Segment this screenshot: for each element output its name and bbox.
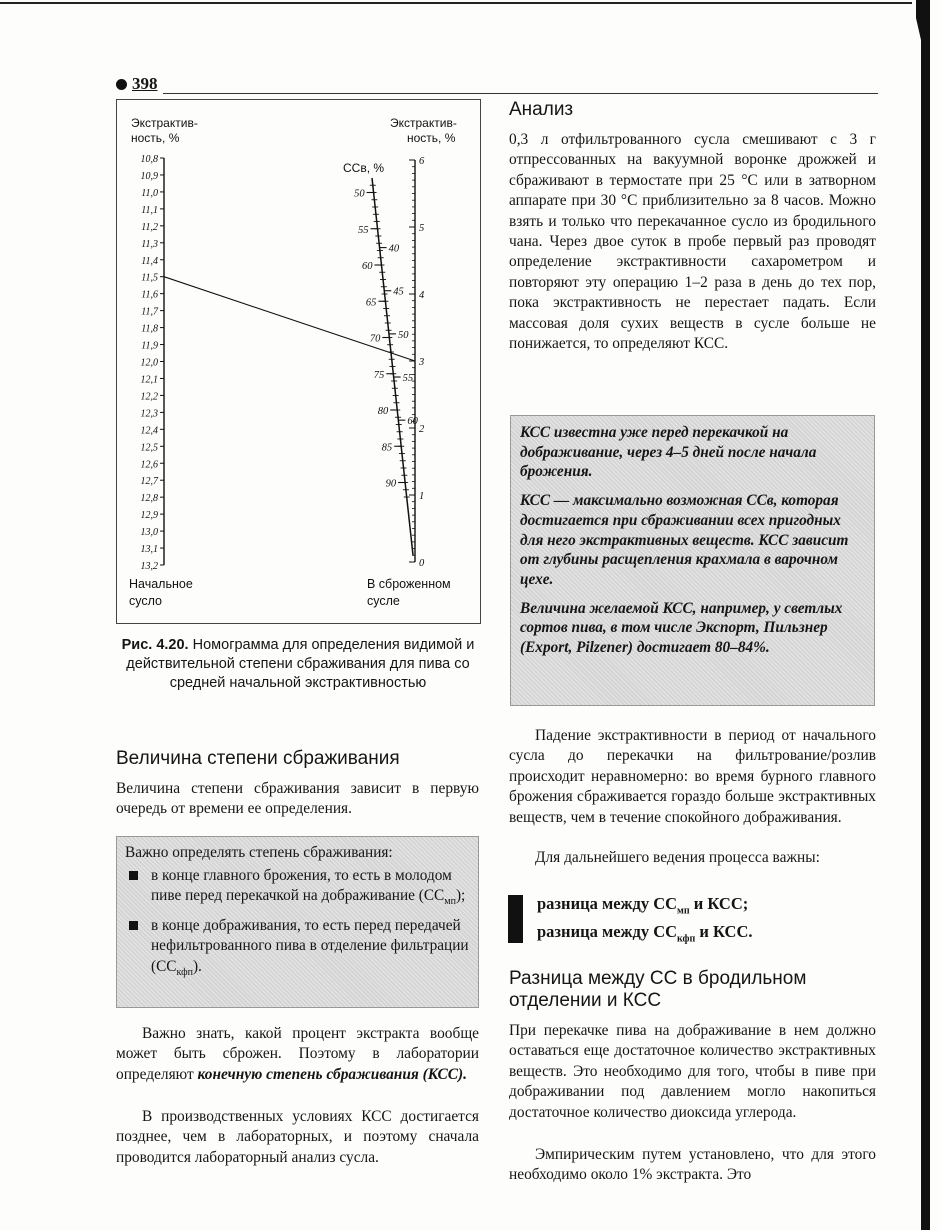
list-item: разница между $СС_{мп}$ и КСС; (537, 894, 749, 917)
middle-axis-tick-label: 60 (361, 261, 373, 272)
left-axis-tick-label: 12,7 (140, 476, 158, 488)
left-axis-tick-label: 11,2 (141, 221, 158, 233)
right-axis-tick-label: 2 (419, 424, 425, 435)
right-axis-tick-label: 0 (419, 558, 425, 569)
paragraph-extract-drop: Падение экстрактивности в период от начального сусла до перекачки на фильтрование/розлив происходит неравномерно: во время бурного главного брожения сбраживается гораздо больше экстрактивных веществ, чем в течение спокойного дображивания. (509, 727, 876, 826)
kss-box-paragraph-1: КСС известна уже перед перекачкой на дображивание, через 4–5 дней после начала брожения. (520, 424, 817, 481)
left-axis-tick-label: 12,1 (140, 374, 158, 386)
right-axis-tick-label: 1 (419, 491, 425, 502)
nomogram-svg (117, 100, 480, 623)
paragraph-important-for-process: Для дальнейшего ведения процесса важны: (535, 849, 820, 866)
right-axis-tick-label: 4 (419, 290, 425, 301)
left-axis-tick-label: 11,1 (141, 204, 158, 216)
paragraph-final-degree: Важно знать, какой процент экстракта вообще может быть сброжен. Поэтому в лаборатории определяют конечную степень сбраживания (КСС). (116, 1025, 479, 1083)
figure-caption (118, 636, 478, 693)
left-axis-tick-label: 11,0 (141, 187, 158, 199)
left-axis-tick-label: 12,3 (140, 408, 158, 420)
left-axis-tick-label: 13,1 (140, 544, 158, 556)
right-axis-bottom-label-2: сусле (367, 594, 400, 608)
left-axis-tick-label: 13,2 (140, 561, 158, 572)
left-axis-tick-label: 11,8 (141, 323, 158, 335)
left-axis-tick-label: 12,8 (140, 493, 158, 505)
middle-axis-tick-label: 50 (354, 188, 365, 200)
middle-axis-right-tick-label: 55 (402, 373, 414, 385)
left-axis-tick-label: 12,6 (140, 459, 158, 471)
left-axis-tick-label: 11,6 (141, 289, 158, 301)
paragraph-production-conditions: В производственных условиях КСС достигается позднее, чем в лабораторных, и поэтому сначала проводится лабораторный анализ сусла. (116, 1108, 479, 1166)
list-item: в конце главного брожения, то есть в молодом пиве перед перекачкой на дображивание $(СС_{мп})$; (125, 866, 470, 913)
caption-label: Рис. 4.20. (121, 637, 189, 653)
left-axis-tick-label: 13,0 (140, 527, 158, 539)
list-item: в конце дображивания, то есть перед передачей нефильтрованного пива в отделение фильтрации $(СС_{кфп})$. (125, 916, 470, 984)
important-list (125, 866, 470, 984)
left-axis-tick-label: 12,4 (140, 425, 158, 437)
paragraph-degree-depends: Величина степени сбраживания зависит в первую очередь от времени ее определения. (116, 780, 479, 818)
middle-axis-right-tick-label: 60 (407, 416, 418, 428)
left-axis-tick-label: 10,8 (140, 154, 158, 165)
left-axis-tick-label: 12,2 (140, 391, 158, 403)
list-item: разница между $СС_{кфп}$ и КСС. (537, 922, 753, 945)
paragraph-analysis: 0,3 л отфильтрованного сусла смешивают с 3 г отпрессованных на вакуумной воронке дрожжей и сбраживают в термостате при 25 °C или в затворном аппарате при 30 °C приблизительно за 8 часов. Можно взять и только что перекачанное сусло из бродильного чана. Через двое суток в пробе первый раз проводят определение экстрактивности сахарометром и повторяют эту операцию 1–2 раза в день до тех пор, пока экстрактивность не перестает падать. Если массовая доля сухих веществ в сусле больше не понижается, то определяют КСС. (509, 131, 876, 353)
caption-text: Номограмма для определения видимой и действительной степени сбраживания для пива со средней начальной экстрактивностью (126, 637, 475, 691)
right-axis-tick-label: 5 (419, 223, 425, 234)
left-axis-tick-label: 11,4 (141, 255, 158, 267)
middle-axis-tick-label: 65 (365, 297, 377, 309)
right-axis-tick-label: 6 (419, 156, 425, 167)
page-edge-shadow (916, 0, 930, 1230)
right-axis-title-2: ность, % (407, 131, 456, 145)
left-axis-title-2: ность, % (131, 131, 180, 145)
list-marker-bar (508, 895, 523, 943)
left-axis-tick-label: 10,9 (140, 170, 158, 182)
left-axis-tick-label: 12,5 (140, 442, 158, 454)
kss-info-box (510, 415, 875, 706)
left-axis-bottom-label-2: сусло (129, 594, 162, 608)
middle-axis-right-tick-label: 50 (397, 329, 409, 341)
right-axis-tick-label: 3 (419, 357, 425, 368)
section-heading-difference: Разница между СС в бродильном отделении и КСС (509, 968, 807, 1011)
left-axis-tick-label: 11,5 (141, 272, 158, 284)
page-number: 398 (116, 74, 158, 94)
example-reading-line (164, 277, 415, 361)
middle-axis-tick-label: 75 (373, 369, 385, 381)
middle-axis-tick-label: 90 (385, 478, 397, 490)
important-box (116, 836, 479, 1008)
left-axis-tick-label: 11,9 (141, 340, 158, 352)
section-heading-fermentation-degree: Величина степени сбраживания (116, 748, 400, 769)
left-axis-bottom-label: Начальное (129, 577, 193, 591)
paragraph-empirical: Эмпирическим путем установлено, что для этого необходимо около 1% экстракта. Это (509, 1146, 876, 1184)
middle-axis-tick-label: 70 (369, 333, 381, 345)
square-bullet-icon (129, 871, 138, 880)
left-axis-tick-label: 11,3 (141, 238, 158, 250)
page-marker-icon (116, 79, 127, 90)
left-axis-tick-label: 12,0 (140, 357, 158, 369)
left-axis-tick-label: 12,9 (140, 510, 158, 522)
important-box-title: Важно определять степень сбраживания: (125, 844, 393, 861)
kss-box-paragraph-2: КСС — максимально возможная СCв, которая достигается при сбраживании всех пригодных для него экстрактивных веществ. КСС зависит от глубины расщепления крахмала в варочном цехе. (520, 492, 849, 588)
middle-axis-right-tick-label: 40 (388, 243, 400, 255)
middle-axis-tick-label: 85 (381, 442, 393, 454)
kss-box-paragraph-3: Величина желаемой КСС, например, у светлых сортов пива, в том числе Экспорт, Пильзнер (Export, Pilzener) достигает 80–84%. (520, 599, 843, 657)
nomogram-figure (116, 99, 481, 624)
top-border-line (0, 2, 912, 4)
right-axis-title: Экстрактив- (390, 116, 457, 130)
square-bullet-icon (129, 921, 138, 930)
paragraph-transfer: При перекачке пива на дображивание в нем должно оставаться еще достаточное количество экстрактивных веществ. Это необходимо для того, чтобы в пиве при дображивании под давлением могло накопиться достаточное количество диоксида углерода. (509, 1022, 876, 1121)
right-axis-bottom-label: В сброженном (367, 577, 451, 591)
section-heading-analysis: Анализ (509, 99, 574, 120)
term-final-degree: конечную степень сбраживания (КСС). (197, 1065, 468, 1083)
left-axis-title: Экстрактив- (131, 116, 198, 130)
middle-axis-right-tick-label: 45 (393, 286, 404, 298)
middle-axis-tick-label: 55 (358, 224, 369, 236)
left-axis-tick-label: 11,7 (141, 306, 158, 318)
middle-axis-title: CCв, % (343, 161, 385, 175)
header-rule (163, 93, 878, 94)
middle-axis-tick-label: 80 (377, 406, 389, 417)
